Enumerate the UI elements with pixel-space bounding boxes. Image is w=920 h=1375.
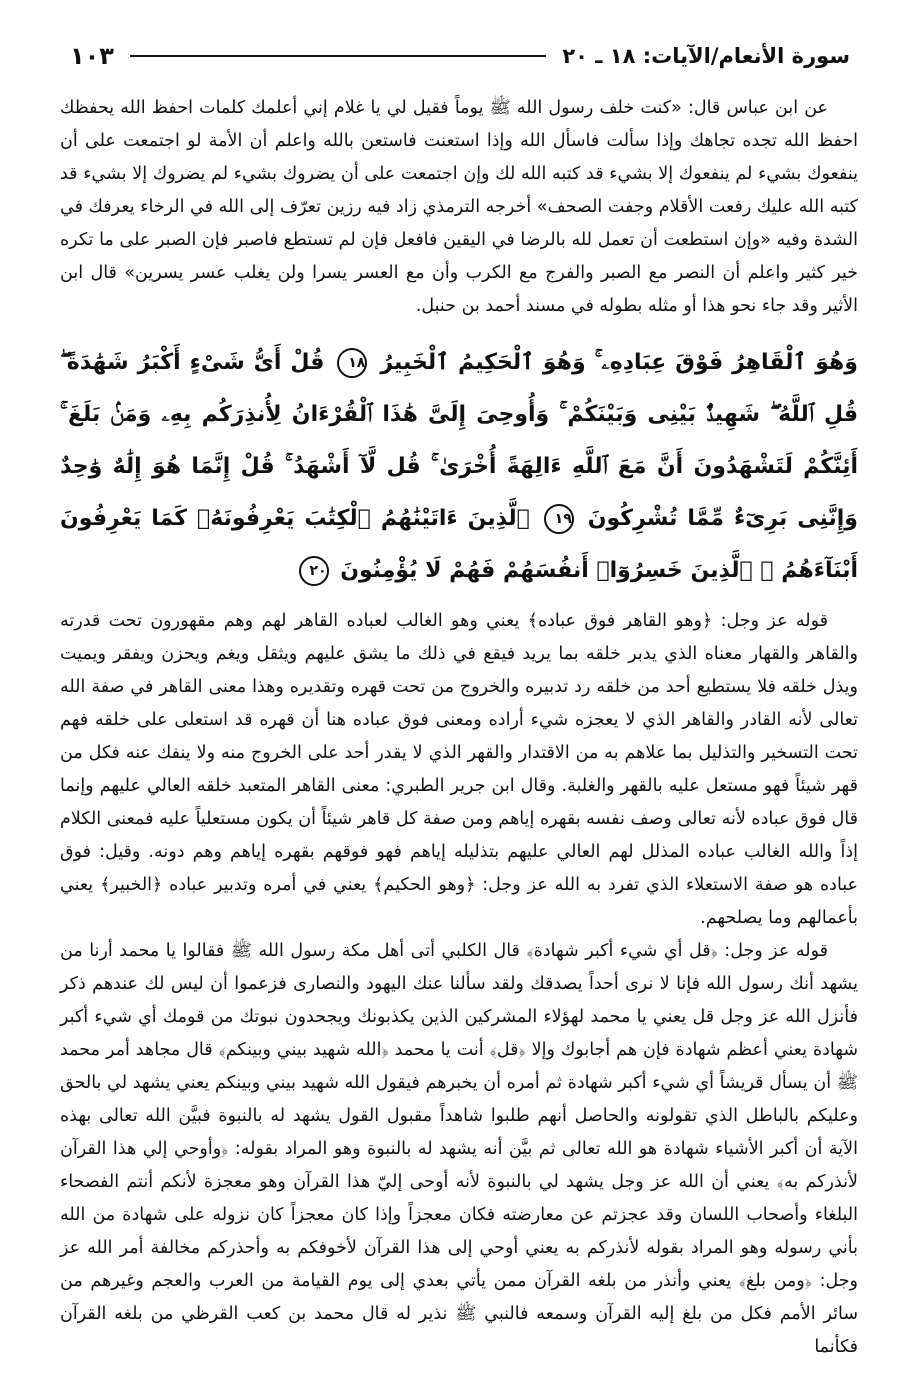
running-title: سورة الأنعام/الآيات: ١٨ ـ ٢٠ xyxy=(562,44,850,68)
paragraph-tafsir-19: قوله عز وجل: ﴿قل أي شيء أكبر شهادة﴾ قال الكلبي أتى أهل مكة رسول الله ﷺ فقالوا يا محمد أرنا من يشهد أنك رسول الله فإنا لا نرى أحداً يصدقك ولقد سألنا عنك اليهود والنصارى فزعموا أن ليس لك عندهم ذكر فأنزل الله عز وجل قل يعني يا محمد لهؤلاء المشركين الذين يكذبونك ويجحدون نبوتك من قومك أي شيء أكبر شهادة يعني أعظم شهادة فإن هم أجابوك وإلا ﴿قل﴾ أنت يا محمد ﴿الله شهيد بيني وبينكم﴾ قال مجاهد أمر محمد ﷺ أن يسأل قريشاً أي شيء أكبر شهادة ثم أمره أن يخبرهم فيقول الله شهيد بيني وبينكم يعني يشهد لي بالحق وعليكم بالباطل الذي تقولونه والحاصل أنهم طلبوا شاهداً مقبول القول يشهد له بالنبوة فبيَّن الله تعالى بهذه الآية أن أكبر الأشياء شهادة هو الله تعالى ثم بيَّن أنه يشهد له بالنبوة وهو المراد بقوله: ﴿وأوحي إلي هذا القرآن لأنذركم به﴾ يعني أن الله عز وجل يشهد لي بالنبوة لأنه أوحى إليّ هذا القرآن وهو معجزة لأنكم أنتم الفصحاء البلغاء وأصحاب اللسان وقد عجزتم عن معارضته فكان معجزاً وإذا كان معجزاً كان نزوله على شهادة من الله بأني رسوله وهو المراد بقوله لأنذركم به يعني أوحي إلى هذا القرآن لأخوفكم به وأحذركم مخالفة أمر الله عز وجل: ﴿ومن بلغ﴾ يعني وأنذر من بلغه القرآن ممن يأتي بعدي إلى يوم القيامة من العرب والعجم وغيرهم من سائر الأمم فكل من بلغ إليه القرآن وسمعه فالنبي ﷺ نذير له قال محمد بن كعب القرظي من بلغه القرآن فكأنما xyxy=(60,941,858,1357)
header-rule xyxy=(130,55,546,57)
ayah-number-19: ١٩ xyxy=(544,504,574,534)
paragraph-hadith: عن ابن عباس قال: «كنت خلف رسول الله ﷺ يوماً فقيل لي يا غلام إني أعلمك كلمات احفظ الله يحفظك احفظ الله تجده تجاهك وإذا سألت فاسأل الله وإذا استعنت فاستعن بالله واعلم أن الأمة لو اجتمعت على أن ينفعوك بشيء لم ينفعوك إلا بشيء قد كتبه الله لك وإن اجتمعت على أن يضروك بشيء لم يضروك إلا بشيء قد كتبه الله عليك رفعت الأقلام وجفت الصحف» أخرجه الترمذي زاد فيه رزين تعرّف إلى الله في الرخاء يعرفك في الشدة وفيه «وإن استطعت أن تعمل لله بالرضا في اليقين فافعل فإن لم تستطع فاصبر فإن الصبر على ما تكره خير كثير واعلم أن النصر مع الصبر والفرج مع الكرب وأن مع العسر يسرا ولن يغلب عسر يسرين» قال ابن الأثير وقد جاء نحو هذا أو مثله بطوله في مسند أحمد بن حنبل. xyxy=(60,98,858,316)
verse-text-19: قُلْ أَىُّ شَىْءٍ أَكْبَرُ شَهَٰدَةً ۖ قُلِ ٱللَّهُ ۖ شَهِيدٌۢ بَيْنِى وَبَيْنَكُمْ ۚ وَأُوحِىَ إِلَىَّ هَٰذَا ٱلْقُرْءَانُ لِأُنذِرَكُم بِهِۦ وَمَنۢ بَلَغَ ۚ أَئِنَّكُمْ لَتَشْهَدُونَ أَنَّ مَعَ ٱللَّهِ ءَالِهَةً أُخْرَىٰ ۚ قُل لَّآ أَشْهَدُ ۚ قُلْ إِنَّمَا هُوَ إِلَٰهٌ وَٰحِدٌ وَإِنَّنِى بَرِىٓءٌ مِّمَّا تُشْرِكُونَ xyxy=(60,350,858,531)
page-header xyxy=(70,36,850,76)
page-body xyxy=(60,92,858,1364)
page-number: ١٠٣ xyxy=(70,42,114,70)
verse-text-20: ٱلَّذِينَ ءَاتَيْنَٰهُمُ ٱلْكِتَٰبَ يَعْرِفُونَهُۥ كَمَا يَعْرِفُونَ أَبْنَآءَهُمُ ۘ ٱلَّذِينَ خَسِرُوٓا۟ أَنفُسَهُمْ فَهُمْ لَا يُؤْمِنُونَ xyxy=(60,506,858,583)
ayah-number-20: ٢٠ xyxy=(299,556,329,586)
paragraph-tafsir-18: قوله عز وجل: ﴿وهو القاهر فوق عباده﴾ يعني وهو الغالب لعباده القاهر لهم وهم مقهورون تحت قدرته والقاهر والقهار معناه الذي يدبر خلقه بما يريد فيقع في ذلك ما يشق عليهم ويثقل ويغم ويحزن ويفقر ويميت ويذل خلقه فلا يستطيع أحد من خلقه رد تدبيره والخروج من تحت قهره وتقديره وهذا معنى القاهر في صفة الله تعالى لأنه القادر والقاهر الذي لا يعجزه شيء أراده ومعنى فوق عباده هنا أن قهره قد استعلى على خلقه فهم تحت التسخير والتذليل بما علاهم به من الاقتدار والقهر الذي لا يقدر أحد على الخروج منه ولا ينفك عنه فكل من قهر شيئاً فهو مستعل عليه بالقهر والغلبة. وقال ابن جرير الطبري: معنى القاهر المتعبد خلقه العالي عليهم وإنما قال فوق عباده لأنه تعالى وصف نفسه بقهره إياهم ومن صفة كل قاهر شيئاً أن يكون مستعلياً عليه فمعنى الكلام إذاً والله الغالب عباده المذلل لهم العالي عليهم بتذليله إياهم فهو فوقهم بقهره إياهم وهم دونه. وقيل: فوق عباده هو صفة الاستعلاء الذي تفرد به الله عز وجل: ﴿وهو الحكيم﴾ يعني في أمره وتدبير عباده ﴿الخبير﴾ يعني بأعمالهم وما يصلحهم. xyxy=(60,611,858,928)
ayah-number-18: ١٨ xyxy=(337,348,367,378)
quran-verse-block xyxy=(60,337,858,597)
verse-text-18: وَهُوَ ٱلْقَاهِرُ فَوْقَ عِبَادِهِۦ ۚ وَهُوَ ٱلْحَكِيمُ ٱلْخَبِيرُ xyxy=(380,350,858,375)
